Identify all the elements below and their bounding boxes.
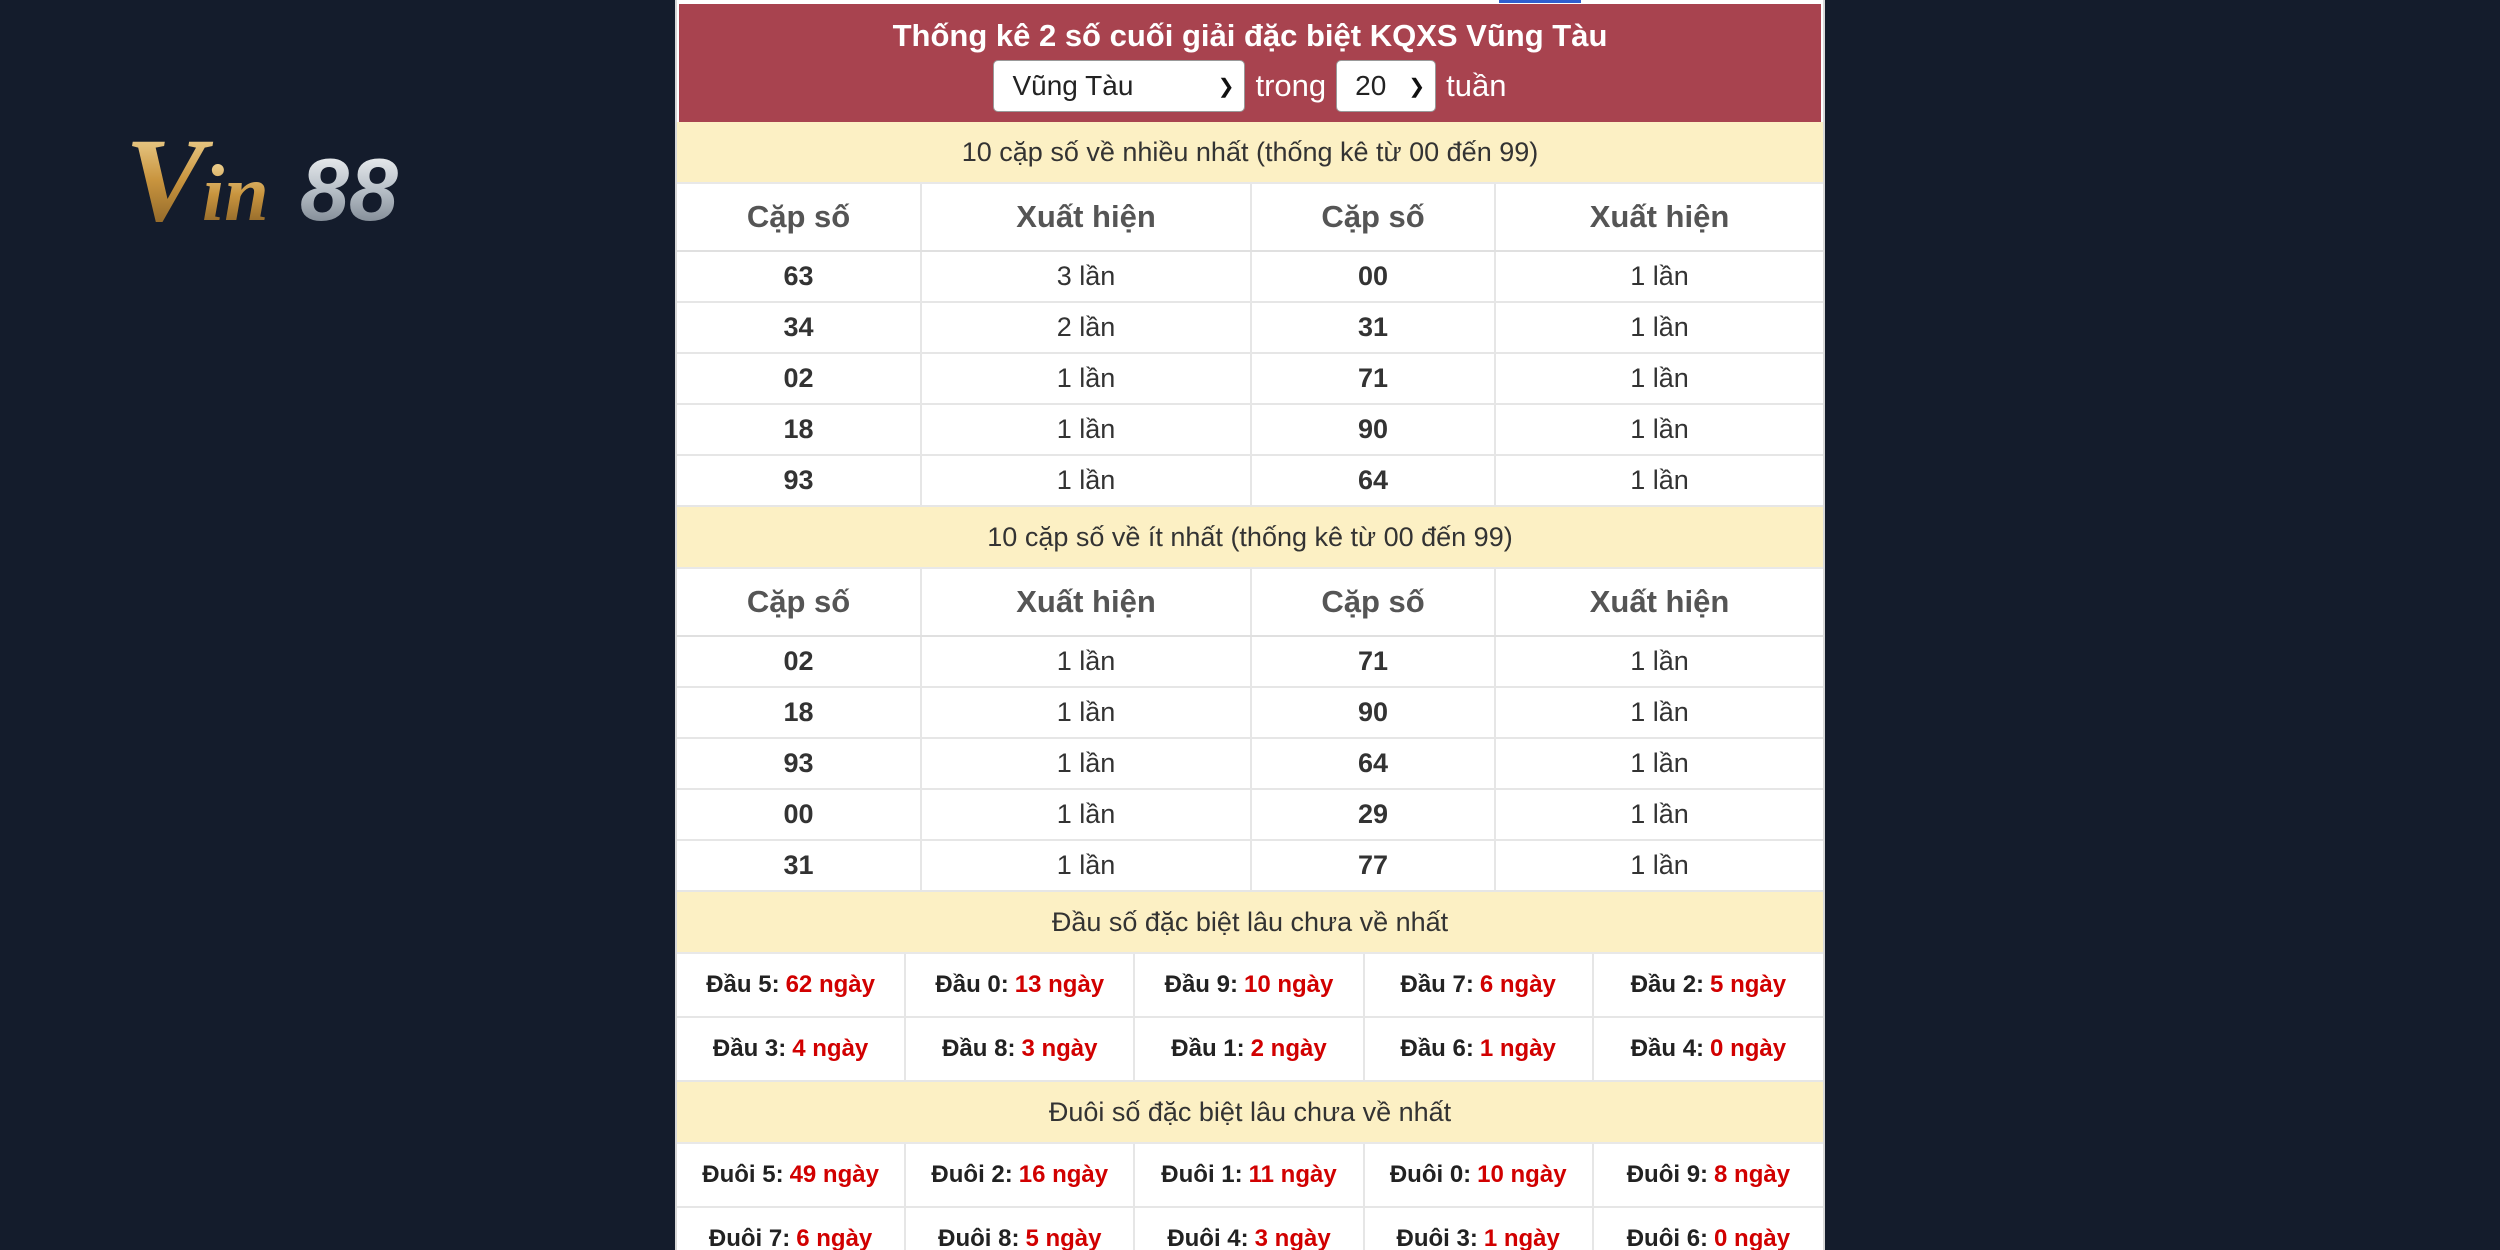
pair-number: 00	[677, 789, 921, 840]
dau-cell	[1594, 954, 1823, 1018]
table-row	[677, 789, 1823, 840]
table-row	[677, 840, 1823, 891]
duoi-cell	[906, 1208, 1135, 1250]
weeks-select[interactable]	[1336, 60, 1436, 112]
occurrence-count: 1 lần	[1495, 687, 1823, 738]
province-select-value: Vũng Tàu	[1012, 70, 1134, 101]
pair-number: 34	[677, 302, 921, 353]
occurrence-count: 1 lần	[1495, 353, 1823, 404]
occurrence-count: 1 lần	[921, 687, 1251, 738]
duoi-title: Đuôi số đặc biệt lâu chưa về nhất	[677, 1082, 1823, 1144]
duoi-value: 10 ngày	[1477, 1161, 1567, 1188]
duoi-value: 5 ngày	[1025, 1225, 1102, 1250]
pair-number: 90	[1251, 687, 1495, 738]
occurrence-count: 1 lần	[921, 840, 1251, 891]
dau-label: Đầu 0:	[935, 971, 1009, 998]
dau-value: 13 ngày	[1014, 971, 1105, 998]
dau-value: 5 ngày	[1710, 971, 1787, 998]
svg-text:88: 88	[300, 140, 398, 239]
pair-number: 93	[677, 455, 921, 506]
duoi-label: Đuôi 0:	[1389, 1161, 1472, 1188]
dau-cell	[1365, 954, 1594, 1018]
duoi-value: 1 ngày	[1483, 1225, 1560, 1250]
duoi-cell	[1135, 1208, 1364, 1250]
top-strip	[677, 0, 1823, 4]
column-header: Xuất hiện	[1495, 184, 1823, 251]
tuan-label: tuần	[1446, 68, 1507, 103]
duoi-label: Đuôi 6:	[1626, 1225, 1709, 1250]
least-frequent-title: 10 cặp số về ít nhất (thống kê từ 00 đến 99)	[677, 507, 1823, 569]
vin88-logo-image	[120, 100, 500, 250]
occurrence-count: 3 lần	[921, 251, 1251, 302]
duoi-label: Đuôi 3:	[1396, 1225, 1478, 1250]
occurrence-count: 1 lần	[1495, 251, 1823, 302]
pair-number: 31	[1251, 302, 1495, 353]
duoi-value: 49 ngày	[789, 1161, 879, 1188]
dau-grid	[677, 954, 1823, 1082]
dau-value: 0 ngày	[1710, 1035, 1787, 1062]
dau-value: 6 ngày	[1479, 971, 1556, 998]
dau-label: Đầu 3:	[712, 1035, 787, 1062]
column-header: Cặp số	[1251, 184, 1495, 251]
most-frequent-table	[677, 184, 1823, 507]
occurrence-count: 1 lần	[921, 455, 1251, 506]
column-header: Cặp số	[677, 184, 921, 251]
pair-number: 02	[677, 353, 921, 404]
pair-number: 90	[1251, 404, 1495, 455]
pair-number: 71	[1251, 353, 1495, 404]
occurrence-count: 1 lần	[1495, 789, 1823, 840]
top-accent-bar	[1499, 0, 1581, 3]
dau-value: 3 ngày	[1021, 1035, 1098, 1062]
duoi-value: 16 ngày	[1018, 1161, 1109, 1188]
page-title: Thống kê 2 số cuối giải đặc biệt KQXS Vũng Tàu	[892, 18, 1608, 53]
duoi-cell	[1135, 1144, 1364, 1208]
lottery-stats-panel	[675, 0, 1825, 1250]
duoi-cell	[1594, 1208, 1823, 1250]
occurrence-count: 1 lần	[1495, 302, 1823, 353]
occurrence-count: 1 lần	[921, 789, 1251, 840]
pair-number: 02	[677, 636, 921, 687]
dau-cell	[1594, 1018, 1823, 1082]
table-row	[677, 404, 1823, 455]
stats-header	[677, 4, 1823, 122]
chevron-down-icon: ❯	[1408, 75, 1426, 98]
duoi-label: Đuôi 8:	[938, 1225, 1020, 1250]
column-header: Xuất hiện	[1495, 569, 1823, 636]
table-row	[677, 455, 1823, 506]
dau-cell	[677, 954, 906, 1018]
occurrence-count: 1 lần	[1495, 840, 1823, 891]
pair-number: 63	[677, 251, 921, 302]
trong-label: trong	[1255, 68, 1327, 103]
duoi-value: 3 ngày	[1254, 1225, 1331, 1250]
dau-cell	[677, 1018, 906, 1082]
duoi-label: Đuôi 1:	[1161, 1161, 1243, 1188]
duoi-label: Đuôi 2:	[931, 1161, 1013, 1188]
province-select[interactable]	[993, 60, 1245, 112]
dau-label: Đầu 9:	[1164, 971, 1238, 998]
dau-label: Đầu 6:	[1400, 1035, 1474, 1062]
pair-number: 29	[1251, 789, 1495, 840]
duoi-label: Đuôi 5:	[702, 1161, 784, 1188]
duoi-value: 0 ngày	[1714, 1225, 1791, 1250]
dau-label: Đầu 8:	[942, 1035, 1016, 1062]
dau-value: 4 ngày	[792, 1035, 869, 1062]
dau-value: 62 ngày	[785, 971, 875, 998]
pair-number: 71	[1251, 636, 1495, 687]
least-frequent-table	[677, 569, 1823, 892]
occurrence-count: 1 lần	[921, 353, 1251, 404]
column-header: Xuất hiện	[921, 184, 1251, 251]
duoi-cell	[677, 1144, 906, 1208]
table-header-row	[677, 184, 1823, 251]
duoi-cell	[1365, 1144, 1594, 1208]
most-frequent-title: 10 cặp số về nhiều nhất (thống kê từ 00 đến 99)	[677, 122, 1823, 184]
dau-label: Đầu 7:	[1400, 971, 1474, 998]
occurrence-count: 2 lần	[921, 302, 1251, 353]
pair-number: 64	[1251, 455, 1495, 506]
pair-number: 93	[677, 738, 921, 789]
table-row	[677, 738, 1823, 789]
occurrence-count: 1 lần	[1495, 404, 1823, 455]
dau-cell	[906, 954, 1135, 1018]
duoi-label: Đuôi 9:	[1626, 1161, 1709, 1188]
occurrence-count: 1 lần	[1495, 455, 1823, 506]
dau-cell	[1365, 1018, 1594, 1082]
duoi-cell	[906, 1144, 1135, 1208]
column-header: Cặp số	[1251, 569, 1495, 636]
dau-value: 10 ngày	[1243, 971, 1334, 998]
pair-number: 00	[1251, 251, 1495, 302]
duoi-cell	[1365, 1208, 1594, 1250]
pair-number: 64	[1251, 738, 1495, 789]
dau-label: Đầu 2:	[1630, 971, 1705, 998]
chevron-down-icon: ❯	[1217, 75, 1235, 98]
duoi-cell	[677, 1208, 906, 1250]
occurrence-count: 1 lần	[1495, 738, 1823, 789]
dau-label: Đầu 1:	[1171, 1035, 1245, 1062]
duoi-value: 11 ngày	[1248, 1161, 1337, 1188]
table-row	[677, 302, 1823, 353]
weeks-select-value: 20	[1355, 70, 1387, 101]
occurrence-count: 1 lần	[921, 738, 1251, 789]
table-row	[677, 687, 1823, 738]
table-row	[677, 251, 1823, 302]
dau-label: Đầu 4:	[1630, 1035, 1705, 1062]
pair-number: 18	[677, 687, 921, 738]
vin88-logo[interactable]	[120, 100, 500, 250]
dau-value: 2 ngày	[1250, 1035, 1327, 1062]
table-row	[677, 636, 1823, 687]
column-header: Cặp số	[677, 569, 921, 636]
filter-controls	[679, 60, 1821, 112]
occurrence-count: 1 lần	[921, 636, 1251, 687]
dau-cell	[1135, 1018, 1364, 1082]
occurrence-count: 1 lần	[921, 404, 1251, 455]
duoi-label: Đuôi 7:	[708, 1225, 791, 1250]
dau-title: Đầu số đặc biệt lâu chưa về nhất	[677, 892, 1823, 954]
pair-number: 18	[677, 404, 921, 455]
dau-cell	[1135, 954, 1364, 1018]
duoi-grid	[677, 1144, 1823, 1250]
dau-value: 1 ngày	[1479, 1035, 1556, 1062]
svg-text:in: in	[202, 150, 269, 238]
duoi-label: Đuôi 4:	[1167, 1225, 1249, 1250]
duoi-value: 8 ngày	[1714, 1161, 1791, 1188]
pair-number: 77	[1251, 840, 1495, 891]
table-header-row	[677, 569, 1823, 636]
dau-label: Đầu 5:	[706, 971, 780, 998]
table-row	[677, 353, 1823, 404]
duoi-value: 6 ngày	[796, 1225, 873, 1250]
pair-number: 31	[677, 840, 921, 891]
occurrence-count: 1 lần	[1495, 636, 1823, 687]
column-header: Xuất hiện	[921, 569, 1251, 636]
duoi-cell	[1594, 1144, 1823, 1208]
dau-cell	[906, 1018, 1135, 1082]
svg-text:V: V	[125, 113, 206, 246]
